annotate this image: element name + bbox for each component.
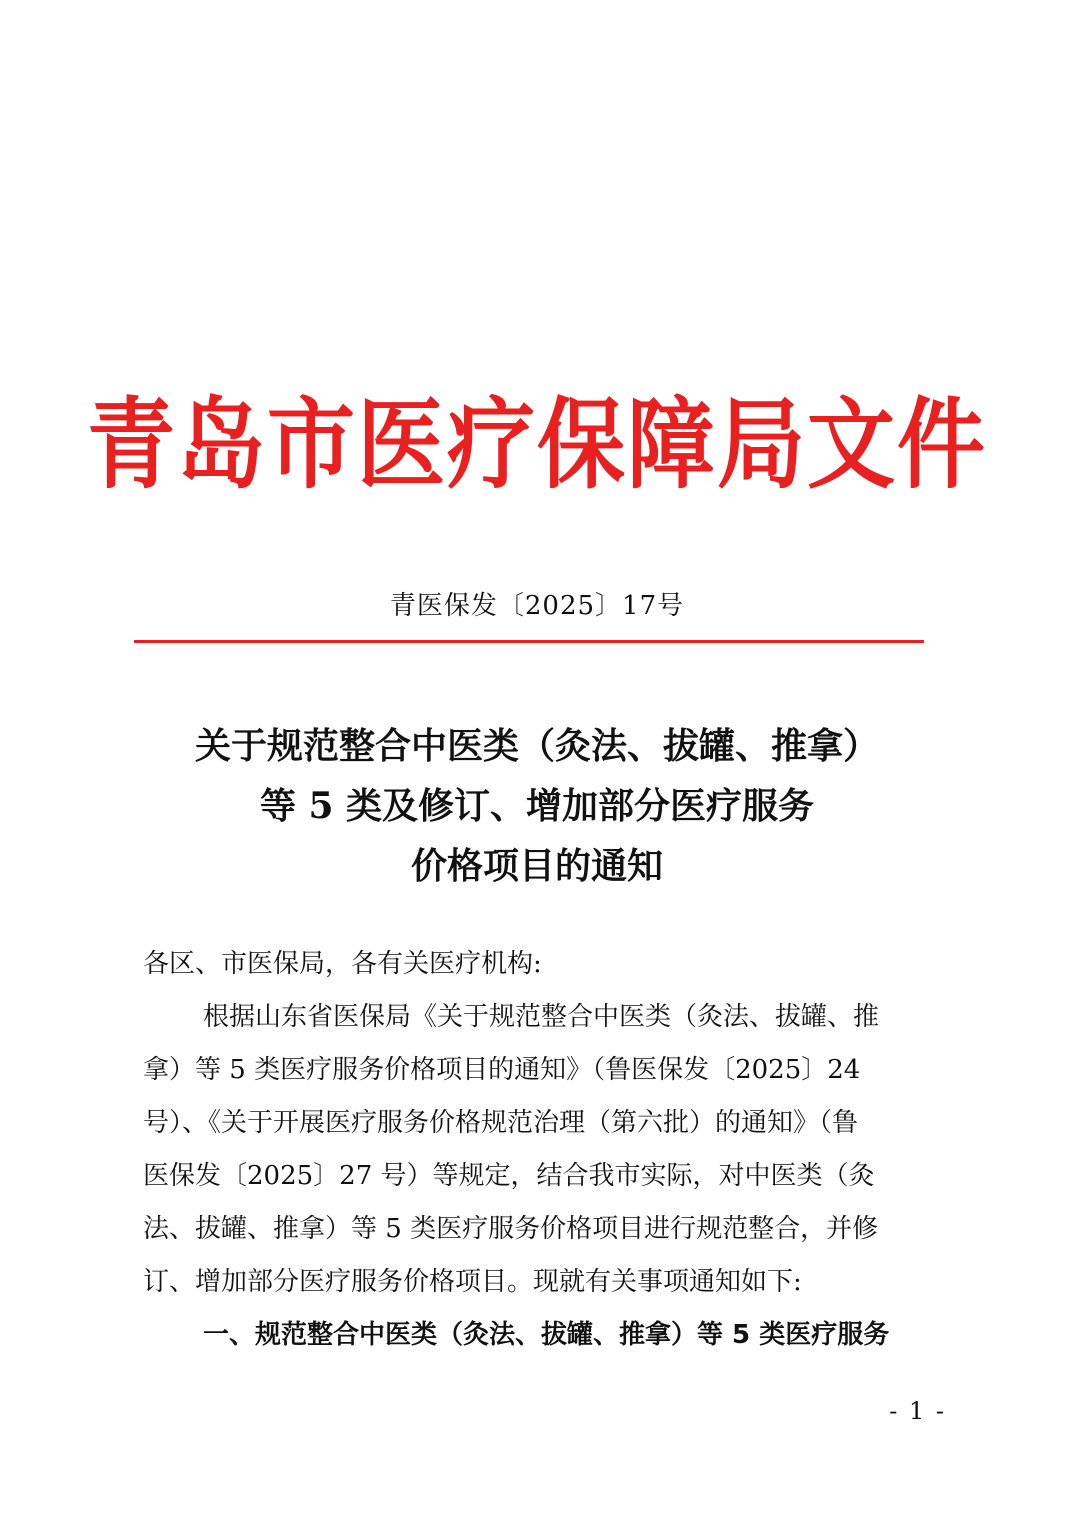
paragraph-line-5: 法、拔罐、推拿）等 5 类医疗服务价格项目进行规范整合，并修 [143, 1214, 879, 1244]
document-title [100, 716, 974, 896]
title-line-3: 价格项目的通知 [410, 845, 663, 887]
paragraph-line-4: 医保发〔2025〕27 号）等规定，结合我市实际，对中医类（灸 [143, 1161, 875, 1191]
title-line-1: 关于规范整合中医类（灸法、拔罐、推拿） [194, 725, 879, 767]
paragraph-line-2: 拿）等 5 类医疗服务价格项目的通知》（鲁医保发〔2025〕24 [143, 1055, 861, 1085]
masthead-title: 青岛市医疗保障局文件 [86, 385, 987, 502]
document-number: 青医保发〔2025〕17号 [389, 591, 685, 621]
salutation: 各区、市医保局，各有关医疗机构: [143, 949, 542, 979]
paragraph-line-3: 号）、《关于开展医疗服务价格规范治理（第六批）的通知》（鲁 [143, 1108, 859, 1138]
title-line-2: 等 5 类及修订、增加部分医疗服务 [259, 785, 815, 827]
section-heading-1: 一、规范整合中医类（灸法、拔罐、推拿）等 5 类医疗服务 [203, 1320, 890, 1350]
page-number: - 1 - [889, 1397, 946, 1425]
paragraph-line-1: 根据山东省医保局《关于规范整合中医类（灸法、拔罐、推 [203, 1002, 880, 1032]
red-separator-line [134, 640, 924, 643]
paragraph-line-6: 订、增加部分医疗服务价格项目。现就有关事项通知如下: [143, 1267, 802, 1297]
document-body [143, 943, 943, 1367]
